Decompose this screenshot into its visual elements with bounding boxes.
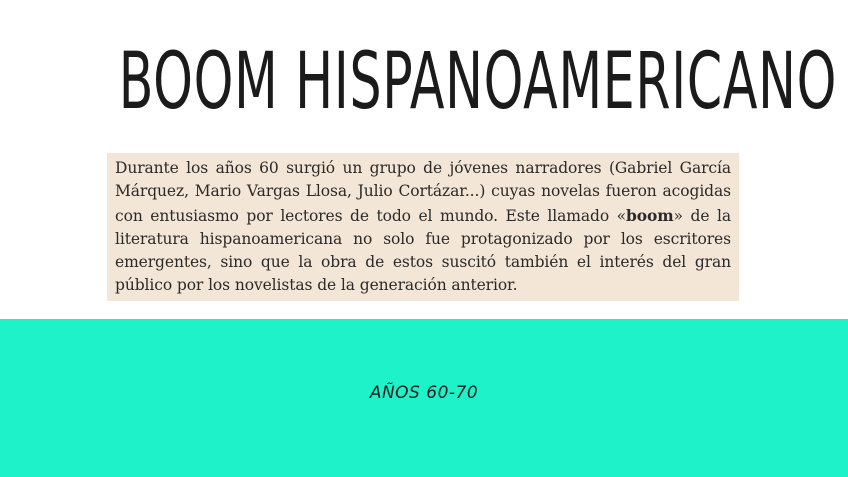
band-subtitle: AÑOS 60-70: [369, 383, 479, 403]
paragraph-text-start: Durante los años 60 surgió un grupo de jóvenes narradores (Gabriel García Márquez, Mario Vargas Llosa, Julio Cortázar...) cuyas novelas fueron acogidas con entusiasmo por lectores de todo el mundo. Este llamado «: [115, 159, 731, 225]
paragraph-text-end: » de la literatura hispanoamericana no solo fue protagonizado por los escritores emergentes, sino que la obra de estos suscitó también el interés del gran público por los novelistas de la generación anterior.: [115, 206, 731, 295]
slide-title: BOOM HISPANOAMERICANO: [118, 37, 838, 127]
paragraph: [115, 157, 731, 298]
paragraph-bold-term: boom: [626, 205, 674, 225]
bottom-band: [0, 319, 848, 477]
text-box: [107, 153, 739, 301]
